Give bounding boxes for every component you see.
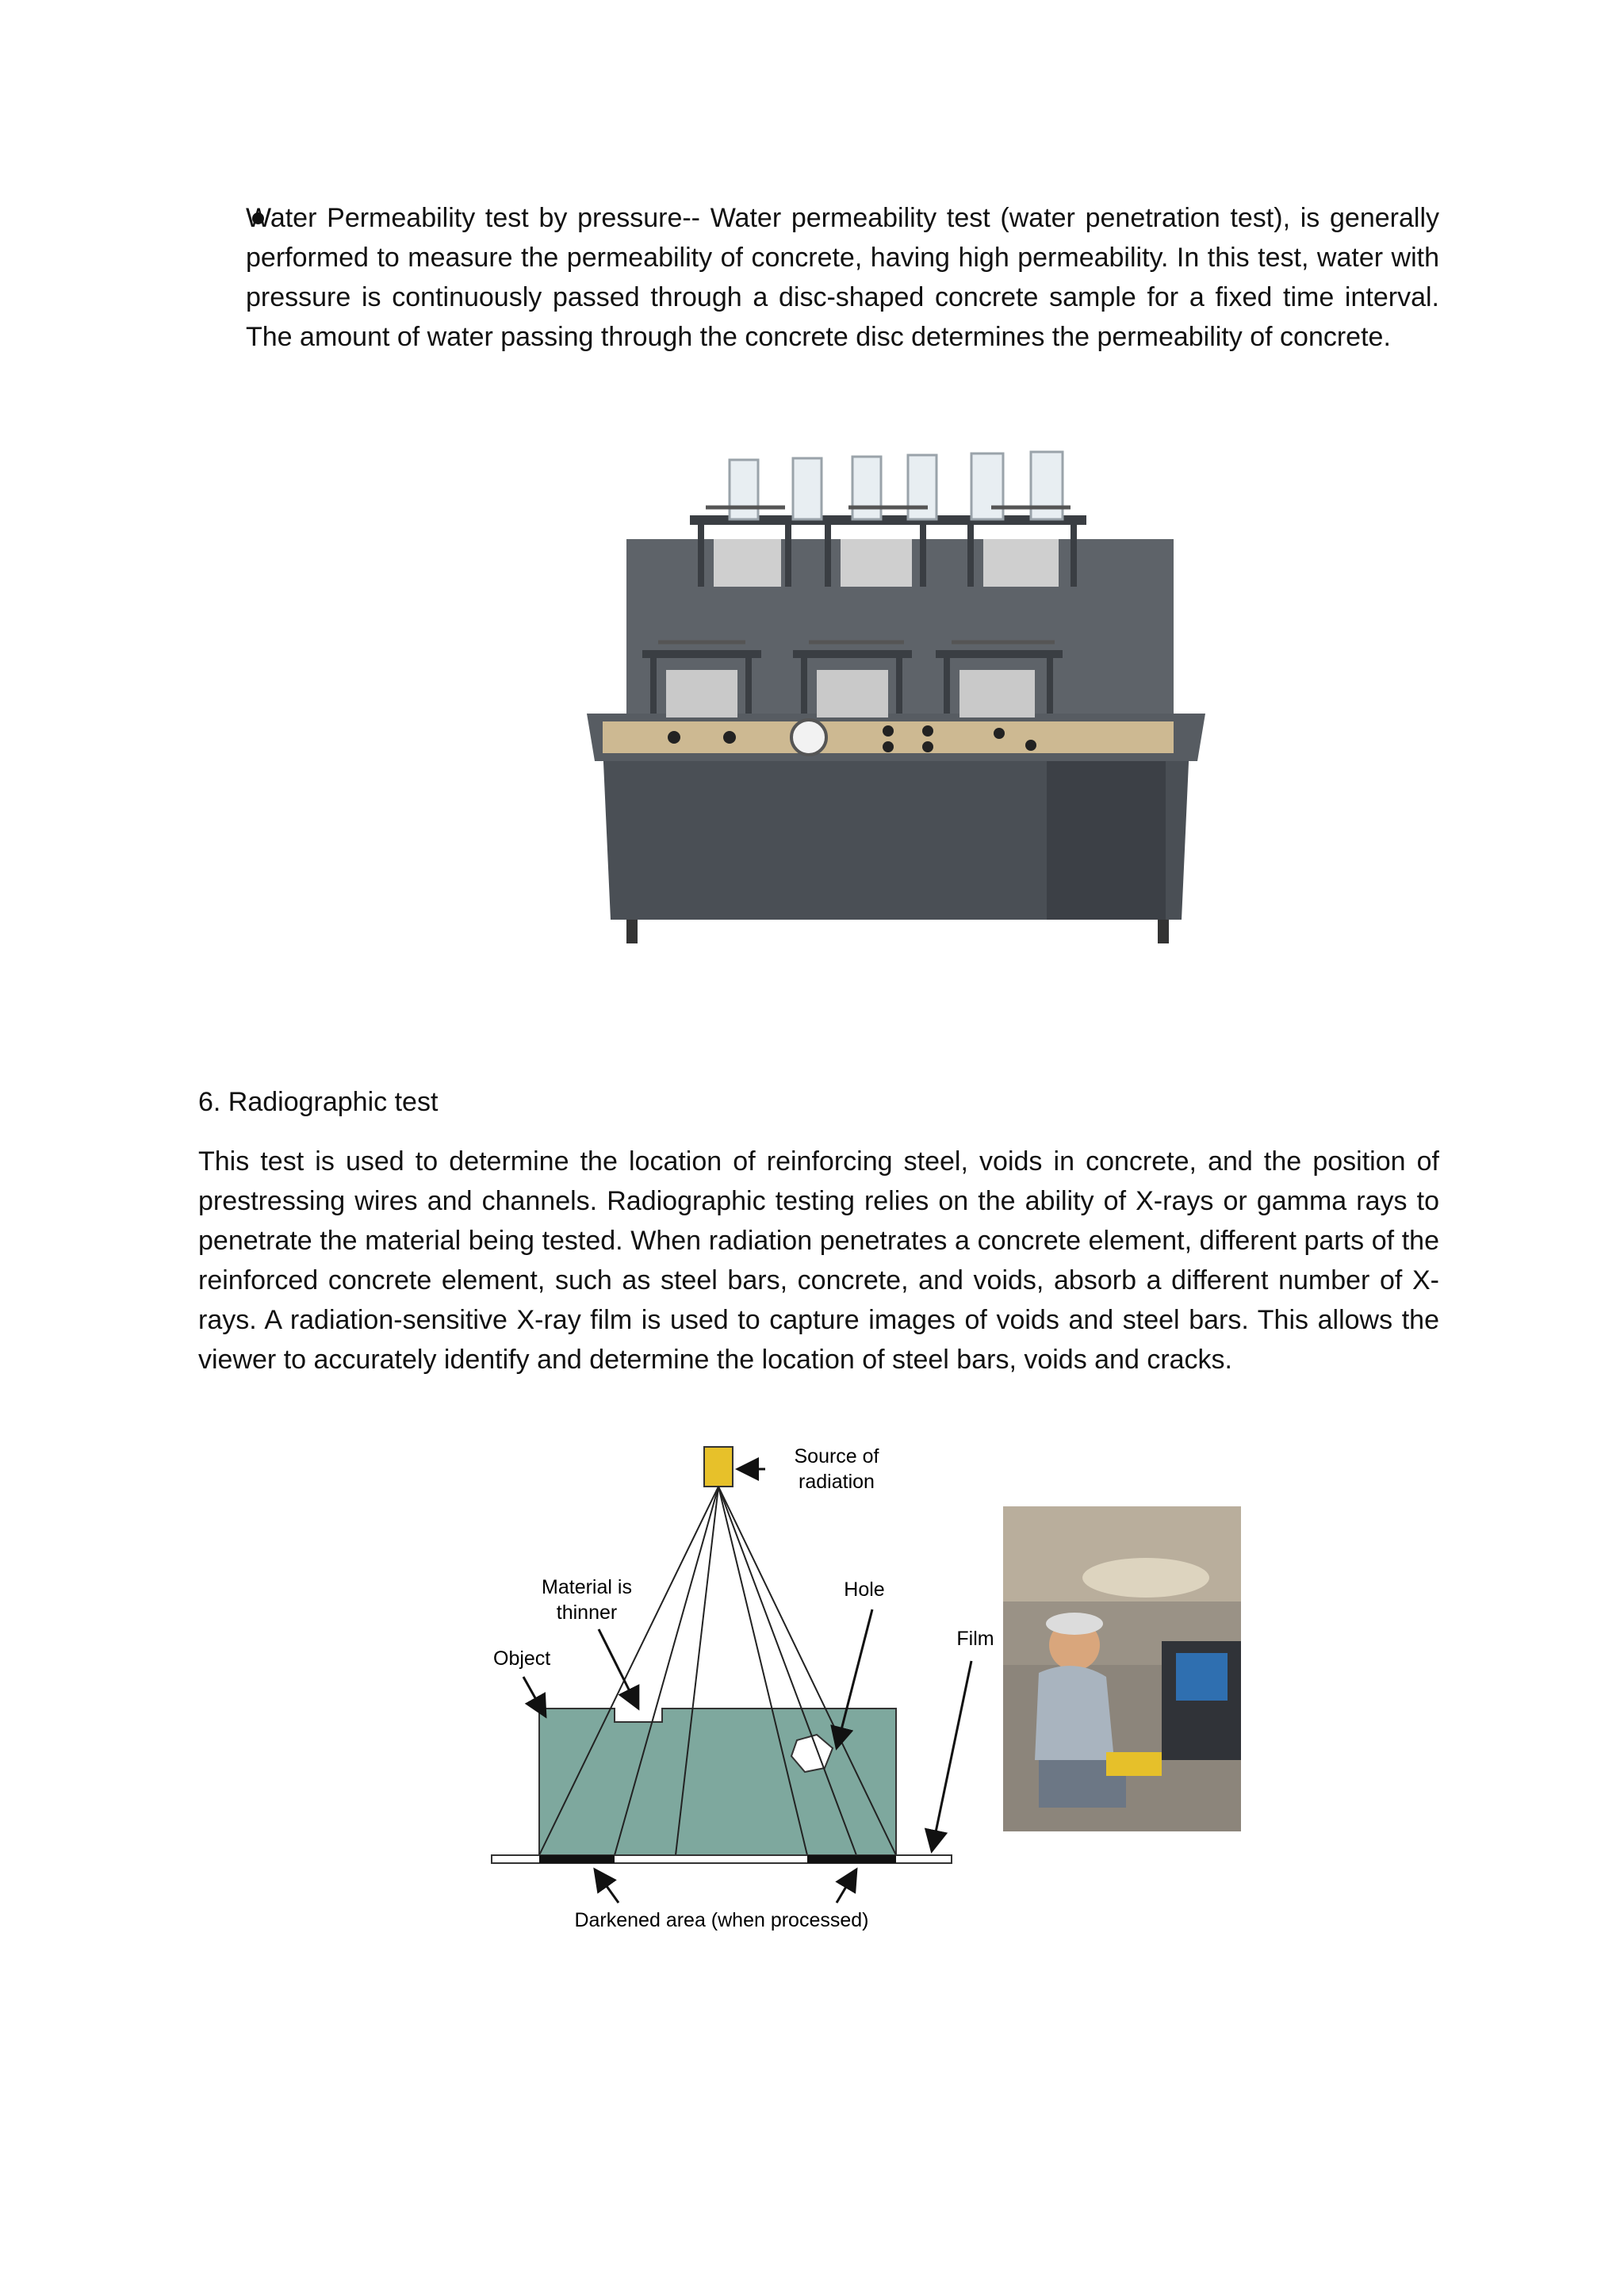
section-paragraph: This test is used to determine the location of reinforcing steel, voids in concrete, and the position of prestressing wires and channels. Radiographic testing relies on the ability of X-rays or gamma rays to penetrate the material being tested. When radiation penetrates a concrete element, different parts of the reinforced concrete element, such as steel bars, concrete, and voids, absorb a different number of X-rays. A radiation-sensitive X-ray film is used to capture images of voids and steel bars. This allows the viewer to accurately identify and determine the location of steel bars, voids and cracks. (198, 1146, 1439, 1375)
film-label: Film (956, 1628, 994, 1650)
section-heading: 6. Radiographic test (198, 1087, 439, 1117)
material-label-2: thinner (556, 1601, 618, 1624)
radiography-diagram (484, 1435, 1007, 1950)
permeability-apparatus-image (555, 444, 1237, 983)
source-label-1: Source of (794, 1445, 879, 1468)
bullet-paragraph: Water Permeability test by pressure-- Water permeability test (water penetration test), is generally performed to measure the permeability of concrete, having high permeability. In this test, water with pressure is continuously passed through a disc-shaped concrete sample for a fixed time interval. The amount of water passing through the concrete disc determines the permeability of concrete. (246, 203, 1439, 352)
darkened-label: Darkened area (when processed) (574, 1909, 869, 1931)
radiation-source-icon (704, 1447, 733, 1487)
object-block (539, 1709, 896, 1855)
object-label: Object (493, 1647, 551, 1670)
material-label-1: Material is (542, 1576, 632, 1598)
technician-photo (1003, 1506, 1241, 1831)
source-label-2: radiation (799, 1471, 875, 1493)
hole-label: Hole (844, 1578, 885, 1601)
